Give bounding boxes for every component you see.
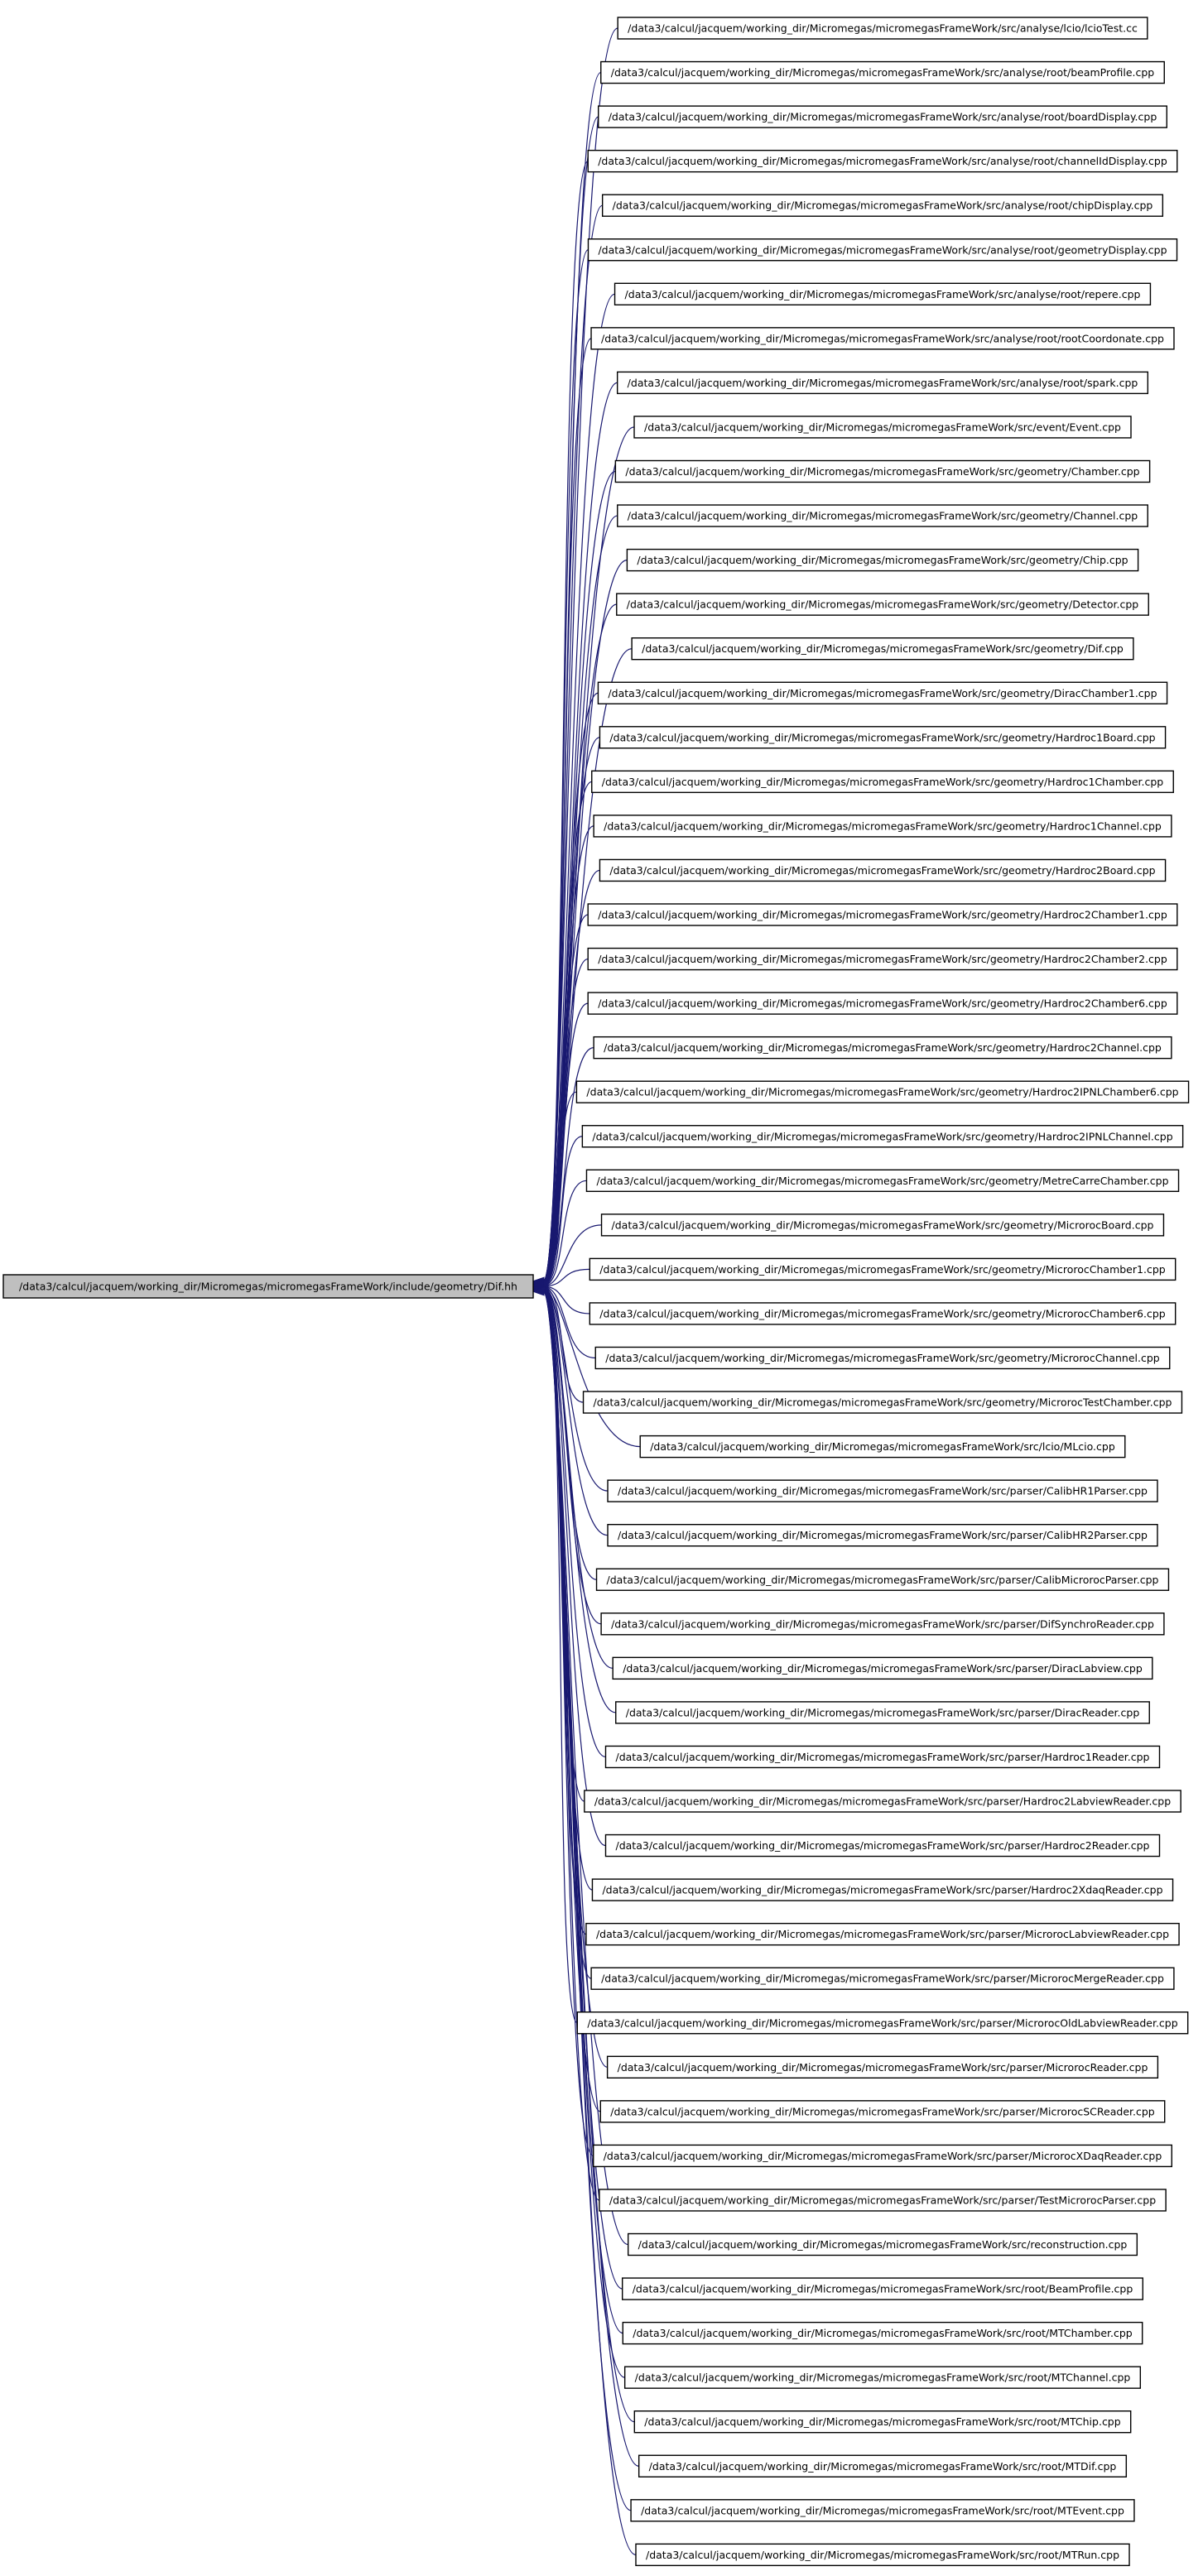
includer-node-hardroc1reader-cpp[interactable]	[606, 1746, 1160, 1767]
includer-node-chamber-cpp[interactable]	[615, 461, 1149, 483]
includer-node-microrocxdaqreader-cpp[interactable]	[594, 2145, 1172, 2166]
includer-node-calibhr2parser-cpp[interactable]	[608, 1525, 1157, 1546]
includer-node-label: /data3/calcul/jacquem/working_dir/Micromegas/micromegasFrameWork/src/analyse/root/rootCoordonate.cpp	[601, 332, 1164, 345]
includer-node-label: /data3/calcul/jacquem/working_dir/Micromegas/micromegasFrameWork/src/geometry/Detector.cpp	[626, 598, 1139, 611]
includer-node-rootcoordonate-cpp[interactable]	[591, 328, 1174, 349]
includer-node-label: /data3/calcul/jacquem/working_dir/Micromegas/micromegasFrameWork/src/parser/MicrorocOldLabviewReader.cpp	[587, 2016, 1178, 2030]
includer-node-label: /data3/calcul/jacquem/working_dir/Micromegas/micromegasFrameWork/src/geometry/Hardroc2IPNLChamber6.cpp	[586, 1085, 1179, 1098]
includer-node-label: /data3/calcul/jacquem/working_dir/Micromegas/micromegasFrameWork/src/geometry/Hardroc2Chamber6.cpp	[598, 997, 1167, 1010]
includer-node-hardroc2chamber2-cpp[interactable]	[588, 949, 1177, 970]
includer-node-label: /data3/calcul/jacquem/working_dir/Micromegas/micromegasFrameWork/src/geometry/MicrorocChannel.cpp	[605, 1352, 1160, 1364]
includer-node-calibhr1parser-cpp[interactable]	[608, 1480, 1157, 1502]
includer-node-label: /data3/calcul/jacquem/working_dir/Micromegas/micromegasFrameWork/src/parser/TestMicrorocParser.cpp	[609, 2194, 1157, 2207]
includer-node-label: /data3/calcul/jacquem/working_dir/Micromegas/micromegasFrameWork/src/geometry/Dif.cpp	[642, 642, 1124, 656]
includer-node-label: /data3/calcul/jacquem/working_dir/Micromegas/micromegasFrameWork/src/analyse/root/repere.cpp	[624, 287, 1141, 300]
includer-node-label: /data3/calcul/jacquem/working_dir/Micromegas/micromegasFrameWork/src/reconstruction.cpp	[638, 2238, 1128, 2251]
includer-node-hardroc2ipnlchamber6-cpp[interactable]	[576, 1081, 1188, 1103]
includer-node-label: /data3/calcul/jacquem/working_dir/Micromegas/micromegasFrameWork/src/parser/DiracReader.cpp	[625, 1706, 1140, 1719]
includer-node-label: /data3/calcul/jacquem/working_dir/Micromegas/micromegasFrameWork/src/geometry/Hardroc1Channel.cpp	[604, 819, 1162, 833]
edge-beamprofile-cpp	[543, 1290, 623, 2289]
includer-node-label: /data3/calcul/jacquem/working_dir/Micromegas/micromegasFrameWork/src/geometry/Chamber.cpp	[625, 465, 1140, 478]
includer-node-hardroc1chamber-cpp[interactable]	[592, 771, 1174, 792]
includer-node-event-cpp[interactable]	[634, 416, 1131, 438]
includer-node-label: /data3/calcul/jacquem/working_dir/Micromegas/micromegasFrameWork/src/geometry/Hardroc2Chamber2.cpp	[598, 953, 1167, 966]
includer-node-label: /data3/calcul/jacquem/working_dir/Micromegas/micromegasFrameWork/src/geometry/Hardroc2IPNLChannel.cpp	[592, 1130, 1173, 1143]
includer-node-channeliddisplay-cpp[interactable]	[588, 151, 1177, 172]
edge-hardroc2reader-cpp	[543, 1289, 606, 1846]
includer-node-microrocmergereader-cpp[interactable]	[591, 1968, 1174, 1989]
includer-node-label: /data3/calcul/jacquem/working_dir/Micromegas/micromegasFrameWork/src/parser/CalibMicrorocParser.cpp	[606, 1573, 1159, 1586]
includer-node-microrocscreader-cpp[interactable]	[600, 2101, 1164, 2122]
includer-node-hardroc2chamber1-cpp[interactable]	[588, 904, 1177, 925]
includer-node-label: /data3/calcul/jacquem/working_dir/Micromegas/micromegasFrameWork/src/analyse/root/spark.cpp	[627, 376, 1138, 389]
includer-node-microrocboard-cpp[interactable]	[602, 1214, 1164, 1236]
includer-node-label: /data3/calcul/jacquem/working_dir/Micromegas/micromegasFrameWork/src/geometry/Hardroc2Channel.cpp	[604, 1041, 1162, 1055]
root-node-dif-hh[interactable]	[3, 1275, 533, 1298]
includer-node-label: /data3/calcul/jacquem/working_dir/Micromegas/micromegasFrameWork/src/root/MTRun.cpp	[645, 2548, 1120, 2561]
includer-node-label: /data3/calcul/jacquem/working_dir/Micromegas/micromegasFrameWork/src/event/Event.cpp	[644, 421, 1121, 434]
includer-node-label: /data3/calcul/jacquem/working_dir/Micromegas/micromegasFrameWork/src/root/MTChamber.cpp	[633, 2327, 1133, 2340]
includer-node-label: /data3/calcul/jacquem/working_dir/Micromegas/micromegasFrameWork/src/parser/MicrorocSCReader.cpp	[610, 2105, 1155, 2118]
includer-node-beamprofile-cpp[interactable]	[601, 62, 1165, 84]
includer-node-label: /data3/calcul/jacquem/working_dir/Micromegas/micromegasFrameWork/src/parser/CalibHR2Parser.cpp	[618, 1529, 1148, 1542]
includer-node-hardroc2xdaqreader-cpp[interactable]	[592, 1879, 1172, 1901]
includer-node-metrecarrechamber-cpp[interactable]	[586, 1170, 1178, 1191]
includer-node-diracchamber1-cpp[interactable]	[598, 682, 1167, 704]
includer-node-diraclabview-cpp[interactable]	[613, 1657, 1152, 1679]
includer-node-mtrun-cpp[interactable]	[636, 2544, 1129, 2565]
includer-node-label: /data3/calcul/jacquem/working_dir/Micromegas/micromegasFrameWork/src/parser/Hardroc1Reader.cpp	[615, 1750, 1150, 1763]
includer-node-label: /data3/calcul/jacquem/working_dir/Micromegas/micromegasFrameWork/src/parser/MicrorocReader.cpp	[617, 2060, 1148, 2074]
includer-node-spark-cpp[interactable]	[618, 372, 1148, 393]
includer-node-microrocchamber1-cpp[interactable]	[589, 1258, 1175, 1280]
includer-node-label: /data3/calcul/jacquem/working_dir/Micromegas/micromegasFrameWork/src/geometry/Hardroc2Chamber1.cpp	[598, 908, 1167, 921]
includer-node-label: /data3/calcul/jacquem/working_dir/Micromegas/micromegasFrameWork/src/geometry/MicrorocBoard.cpp	[611, 1218, 1154, 1232]
includer-node-channel-cpp[interactable]	[618, 505, 1148, 526]
includer-node-testmicrorocparser-cpp[interactable]	[599, 2189, 1166, 2211]
includer-node-hardroc1channel-cpp[interactable]	[594, 815, 1172, 837]
includer-node-label: /data3/calcul/jacquem/working_dir/Micromegas/micromegasFrameWork/src/root/BeamProfile.cpp	[632, 2282, 1133, 2295]
includer-node-label: /data3/calcul/jacquem/working_dir/Micromegas/micromegasFrameWork/src/parser/MicrorocMergeReader.cpp	[601, 1972, 1164, 1985]
includer-node-label: /data3/calcul/jacquem/working_dir/Micromegas/micromegasFrameWork/src/analyse/root/boardDisplay.cpp	[608, 110, 1157, 123]
includer-node-mtdif-cpp[interactable]	[639, 2455, 1127, 2477]
includer-node-reconstruction-cpp[interactable]	[628, 2234, 1138, 2256]
nodes-layer	[3, 17, 1189, 2565]
includer-node-mlcio-cpp[interactable]	[640, 1436, 1125, 1458]
includer-node-mtevent-cpp[interactable]	[631, 2500, 1134, 2521]
includer-node-mtchamber-cpp[interactable]	[623, 2323, 1142, 2344]
includer-node-label: /data3/calcul/jacquem/working_dir/Micromegas/micromegasFrameWork/src/geometry/Channel.cpp	[627, 509, 1138, 522]
includer-node-diracreader-cpp[interactable]	[616, 1702, 1150, 1723]
includer-node-label: /data3/calcul/jacquem/working_dir/Micromegas/micromegasFrameWork/src/analyse/root/chipDisplay.cpp	[612, 199, 1153, 212]
edge-mtchannel-cpp	[543, 1290, 625, 2377]
includer-node-label: /data3/calcul/jacquem/working_dir/Micromegas/micromegasFrameWork/src/lcio/MLcio.cpp	[650, 1440, 1115, 1454]
includer-node-label: /data3/calcul/jacquem/working_dir/Micromegas/micromegasFrameWork/src/parser/Hardroc2XdaqReader.cpp	[602, 1883, 1163, 1896]
includer-node-hardroc2channel-cpp[interactable]	[594, 1037, 1172, 1059]
includer-node-hardroc1board-cpp[interactable]	[599, 727, 1165, 748]
includer-node-dif-cpp[interactable]	[632, 638, 1133, 660]
includer-node-beamprofile-cpp[interactable]	[623, 2278, 1143, 2300]
includer-node-label: /data3/calcul/jacquem/working_dir/Micromegas/micromegasFrameWork/src/geometry/DiracChamber1.cpp	[608, 686, 1157, 699]
includer-node-chipdisplay-cpp[interactable]	[603, 195, 1163, 216]
includer-node-microrocreader-cpp[interactable]	[608, 2056, 1158, 2078]
includer-node-label: /data3/calcul/jacquem/working_dir/Micromegas/micromegasFrameWork/src/geometry/Hardroc1Chamber.cpp	[601, 775, 1164, 788]
root-node-label: /data3/calcul/jacquem/working_dir/Micromegas/micromegasFrameWork/include/geometry/Dif.hh	[19, 1280, 517, 1293]
includer-node-difsynchroreader-cpp[interactable]	[601, 1613, 1164, 1635]
includer-node-mtchannel-cpp[interactable]	[625, 2367, 1141, 2388]
includer-node-label: /data3/calcul/jacquem/working_dir/Micromegas/micromegasFrameWork/src/parser/Hardroc2LabviewReader.cpp	[594, 1795, 1172, 1808]
includer-node-repere-cpp[interactable]	[615, 283, 1151, 305]
includer-node-boarddisplay-cpp[interactable]	[599, 106, 1167, 127]
includer-node-microrocchannel-cpp[interactable]	[595, 1348, 1170, 1369]
includer-node-label: /data3/calcul/jacquem/working_dir/Micromegas/micromegasFrameWork/src/parser/Hardroc2Reader.cpp	[615, 1839, 1150, 1853]
includer-node-label: /data3/calcul/jacquem/working_dir/Micromegas/micromegasFrameWork/src/geometry/MicrorocTestChamber.cpp	[593, 1396, 1172, 1409]
includer-node-label: /data3/calcul/jacquem/working_dir/Micromegas/micromegasFrameWork/src/analyse/root/beamProfile.cpp	[610, 66, 1155, 79]
includer-node-hardroc2ipnlchannel-cpp[interactable]	[582, 1126, 1182, 1147]
includer-node-label: /data3/calcul/jacquem/working_dir/Micromegas/micromegasFrameWork/src/root/MTEvent.cpp	[641, 2504, 1124, 2517]
includer-node-hardroc2chamber6-cpp[interactable]	[588, 992, 1177, 1014]
includer-node-chip-cpp[interactable]	[627, 550, 1138, 571]
includer-node-label: /data3/calcul/jacquem/working_dir/Micromegas/micromegasFrameWork/src/parser/DiracLabview.cpp	[623, 1661, 1143, 1675]
includer-node-label: /data3/calcul/jacquem/working_dir/Micromegas/micromegasFrameWork/src/analyse/root/channelIdDisplay.cpp	[598, 155, 1167, 168]
includer-node-label: /data3/calcul/jacquem/working_dir/Micromegas/micromegasFrameWork/src/geometry/Hardroc1Board.cpp	[609, 731, 1156, 744]
includer-node-lciotest-cc[interactable]	[618, 17, 1148, 39]
includer-node-label: /data3/calcul/jacquem/working_dir/Micromegas/micromegasFrameWork/src/root/MTChannel.cpp	[634, 2371, 1131, 2384]
includer-node-label: /data3/calcul/jacquem/working_dir/Micromegas/micromegasFrameWork/src/geometry/Hardroc2Board.cpp	[609, 863, 1156, 877]
includer-node-microrocchamber6-cpp[interactable]	[589, 1303, 1175, 1324]
includer-node-label: /data3/calcul/jacquem/working_dir/Micromegas/micromegasFrameWork/src/root/MTChip.cpp	[644, 2415, 1121, 2429]
includer-node-hardroc2board-cpp[interactable]	[599, 859, 1165, 881]
includer-node-mtchip-cpp[interactable]	[634, 2411, 1130, 2433]
includer-node-hardroc2labviewreader-cpp[interactable]	[585, 1790, 1181, 1812]
includer-node-label: /data3/calcul/jacquem/working_dir/Micromegas/micromegasFrameWork/src/parser/DifSynchroReader.cpp	[611, 1617, 1154, 1631]
includer-node-microroclabviewreader-cpp[interactable]	[586, 1924, 1179, 1945]
includer-node-label: /data3/calcul/jacquem/working_dir/Micromegas/micromegasFrameWork/src/analyse/lcio/lcioTest.cc	[628, 22, 1138, 35]
includer-node-hardroc2reader-cpp[interactable]	[606, 1835, 1160, 1857]
includer-node-label: /data3/calcul/jacquem/working_dir/Micromegas/micromegasFrameWork/src/root/MTDif.cpp	[648, 2459, 1117, 2473]
includer-node-label: /data3/calcul/jacquem/working_dir/Micromegas/micromegasFrameWork/src/analyse/root/geometryDisplay.cpp	[598, 243, 1167, 257]
includer-node-calibmicrorocparser-cpp[interactable]	[597, 1569, 1169, 1590]
edges-layer	[533, 28, 640, 2554]
includer-node-geometrydisplay-cpp[interactable]	[588, 239, 1177, 261]
includer-node-microrocoldlabviewreader-cpp[interactable]	[577, 2012, 1187, 2034]
includer-node-label: /data3/calcul/jacquem/working_dir/Micromegas/micromegasFrameWork/src/geometry/MetreCarreChamber.cpp	[596, 1174, 1169, 1187]
includer-node-label: /data3/calcul/jacquem/working_dir/Micromegas/micromegasFrameWork/src/geometry/MicrorocChamber6.cpp	[599, 1307, 1166, 1320]
includer-node-label: /data3/calcul/jacquem/working_dir/Micromegas/micromegasFrameWork/src/geometry/Chip.cpp	[637, 554, 1128, 567]
includer-node-detector-cpp[interactable]	[617, 594, 1148, 615]
includer-node-label: /data3/calcul/jacquem/working_dir/Micromegas/micromegasFrameWork/src/geometry/MicrorocChamber1.cpp	[599, 1262, 1166, 1276]
includer-node-label: /data3/calcul/jacquem/working_dir/Micromegas/micromegasFrameWork/src/parser/MicrorocXDaqReader.cpp	[603, 2149, 1162, 2162]
includer-node-label: /data3/calcul/jacquem/working_dir/Micromegas/micromegasFrameWork/src/parser/MicrorocLabviewReader.cpp	[595, 1928, 1170, 1941]
includer-node-label: /data3/calcul/jacquem/working_dir/Micromegas/micromegasFrameWork/src/parser/CalibHR1Parser.cpp	[618, 1484, 1148, 1497]
includer-node-microroctestchamber-cpp[interactable]	[584, 1391, 1182, 1413]
